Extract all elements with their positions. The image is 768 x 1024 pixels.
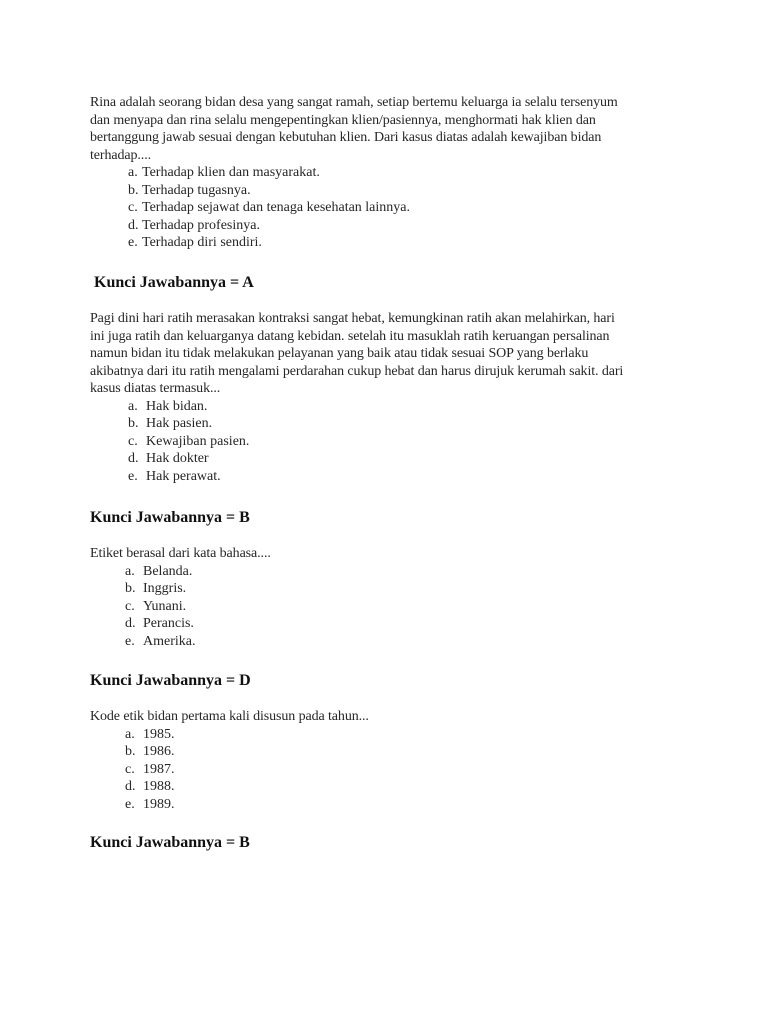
option-text: Amerika.: [143, 633, 196, 649]
option-text: Terhadap klien dan masyarakat.: [142, 165, 320, 180]
option-text: Hak dokter: [146, 451, 209, 466]
question-2-stem: [90, 310, 690, 398]
option-letter: a.: [128, 165, 138, 180]
option-item: [128, 398, 690, 416]
answer-key-4: Kunci Jawabannya = B: [90, 834, 250, 851]
option-letter: e.: [125, 633, 135, 649]
option-text: 1989.: [143, 796, 175, 812]
question-1-stem-line: Rina adalah seorang bidan desa yang sangat ramah, setiap bertemu keluarga ia selalu tersenyum: [90, 95, 618, 110]
option-text: Belanda.: [143, 563, 193, 579]
option-text: Terhadap sejawat dan tenaga kesehatan lainnya.: [142, 200, 411, 215]
question-1-stem: [90, 94, 690, 164]
option-item: [128, 433, 690, 451]
option-letter: c.: [125, 761, 135, 777]
option-item: [128, 234, 690, 252]
question-2-stem-line: kasus diatas termasuk...: [90, 381, 221, 396]
option-letter: d.: [125, 779, 136, 794]
option-letter: e.: [128, 235, 138, 250]
question-2-options: [128, 398, 690, 486]
option-item: [128, 468, 690, 486]
option-text: 1988.: [143, 779, 175, 794]
question-2-stem-line: ini juga ratih dan keluarganya datang kebidan. setelah itu masuklah ratih keruangan persalinan: [90, 328, 610, 344]
question-1-stem-line: terhadap....: [90, 147, 151, 163]
option-item: [125, 761, 690, 779]
answer-key-1: Kunci Jawabannya = A: [94, 274, 254, 291]
question-1-options: [128, 164, 690, 252]
option-letter: b.: [125, 744, 136, 759]
option-letter: a.: [125, 563, 135, 579]
question-3-stem-line: Etiket berasal dari kata bahasa....: [90, 546, 271, 561]
question-3-stem: [90, 545, 690, 563]
option-item: [125, 580, 690, 598]
question-2-stem-line: Pagi dini hari ratih merasakan kontraksi sangat hebat, kemungkinan ratih akan melahirkan, hari: [90, 311, 615, 326]
option-letter: c.: [128, 433, 138, 449]
question-4-stem: [90, 708, 690, 726]
option-letter: a.: [128, 398, 138, 414]
option-item: [125, 598, 690, 616]
option-item: [128, 217, 690, 235]
question-2-stem-line: akibatnya dari itu ratih mengalami perdarahan cukup hebat dan harus dirujuk kerumah sakit. dari: [90, 363, 624, 379]
option-text: Hak perawat.: [146, 468, 221, 484]
question-2: [90, 310, 690, 485]
option-text: Kewajiban pasien.: [146, 433, 250, 449]
question-3: [90, 545, 690, 650]
option-text: Hak pasien.: [146, 416, 213, 431]
option-letter: a.: [125, 726, 135, 742]
question-1-stem-line: dan menyapa dan rina selalu mengepentingkan klien/pasiennya, menghormati hak klien dan: [90, 112, 596, 128]
option-text: 1986.: [143, 744, 175, 759]
option-item: [125, 778, 690, 796]
answer-key-3: Kunci Jawabannya = D: [90, 672, 251, 689]
option-text: 1987.: [143, 761, 175, 777]
option-text: Yunani.: [143, 598, 187, 614]
option-text: Inggris.: [143, 581, 187, 596]
question-4: [90, 708, 690, 813]
question-2-stem-line: namun bidan itu tidak melakukan pelayanan yang baik atau tidak sesuai SOP yang berlaku: [90, 346, 589, 361]
option-letter: e.: [125, 796, 135, 812]
option-letter: c.: [128, 200, 138, 215]
question-1-stem-line: bertanggung jawab sesuai dengan kebutuhan klien. Dari kasus diatas adalah kewajiban bidan: [90, 130, 602, 145]
option-letter: b.: [125, 581, 136, 596]
question-4-stem-line: Kode etik bidan pertama kali disusun pada tahun...: [90, 709, 369, 724]
option-text: Terhadap profesinya.: [142, 217, 260, 233]
option-letter: c.: [125, 598, 135, 614]
option-text: 1985.: [143, 726, 175, 742]
option-text: Terhadap diri sendiri.: [142, 235, 262, 250]
option-item: [128, 164, 690, 182]
option-item: [128, 199, 690, 217]
option-item: [125, 743, 690, 761]
option-item: [128, 415, 690, 433]
option-text: Terhadap tugasnya.: [142, 182, 251, 198]
question-4-options: [125, 726, 690, 814]
option-item: [125, 796, 690, 814]
question-1: [90, 94, 690, 252]
option-item: [128, 182, 690, 200]
option-letter: b.: [128, 182, 139, 198]
answer-key-2: Kunci Jawabannya = B: [90, 509, 250, 526]
option-item: [128, 450, 690, 468]
option-letter: b.: [128, 416, 139, 431]
option-item: [125, 726, 690, 744]
option-text: Hak bidan.: [146, 398, 208, 414]
option-letter: d.: [128, 217, 139, 233]
option-text: Perancis.: [143, 616, 194, 631]
option-item: [125, 615, 690, 633]
option-letter: d.: [128, 451, 139, 466]
option-item: [125, 563, 690, 581]
question-3-options: [125, 563, 690, 651]
option-letter: d.: [125, 616, 136, 631]
option-letter: e.: [128, 468, 138, 484]
option-item: [125, 633, 690, 651]
